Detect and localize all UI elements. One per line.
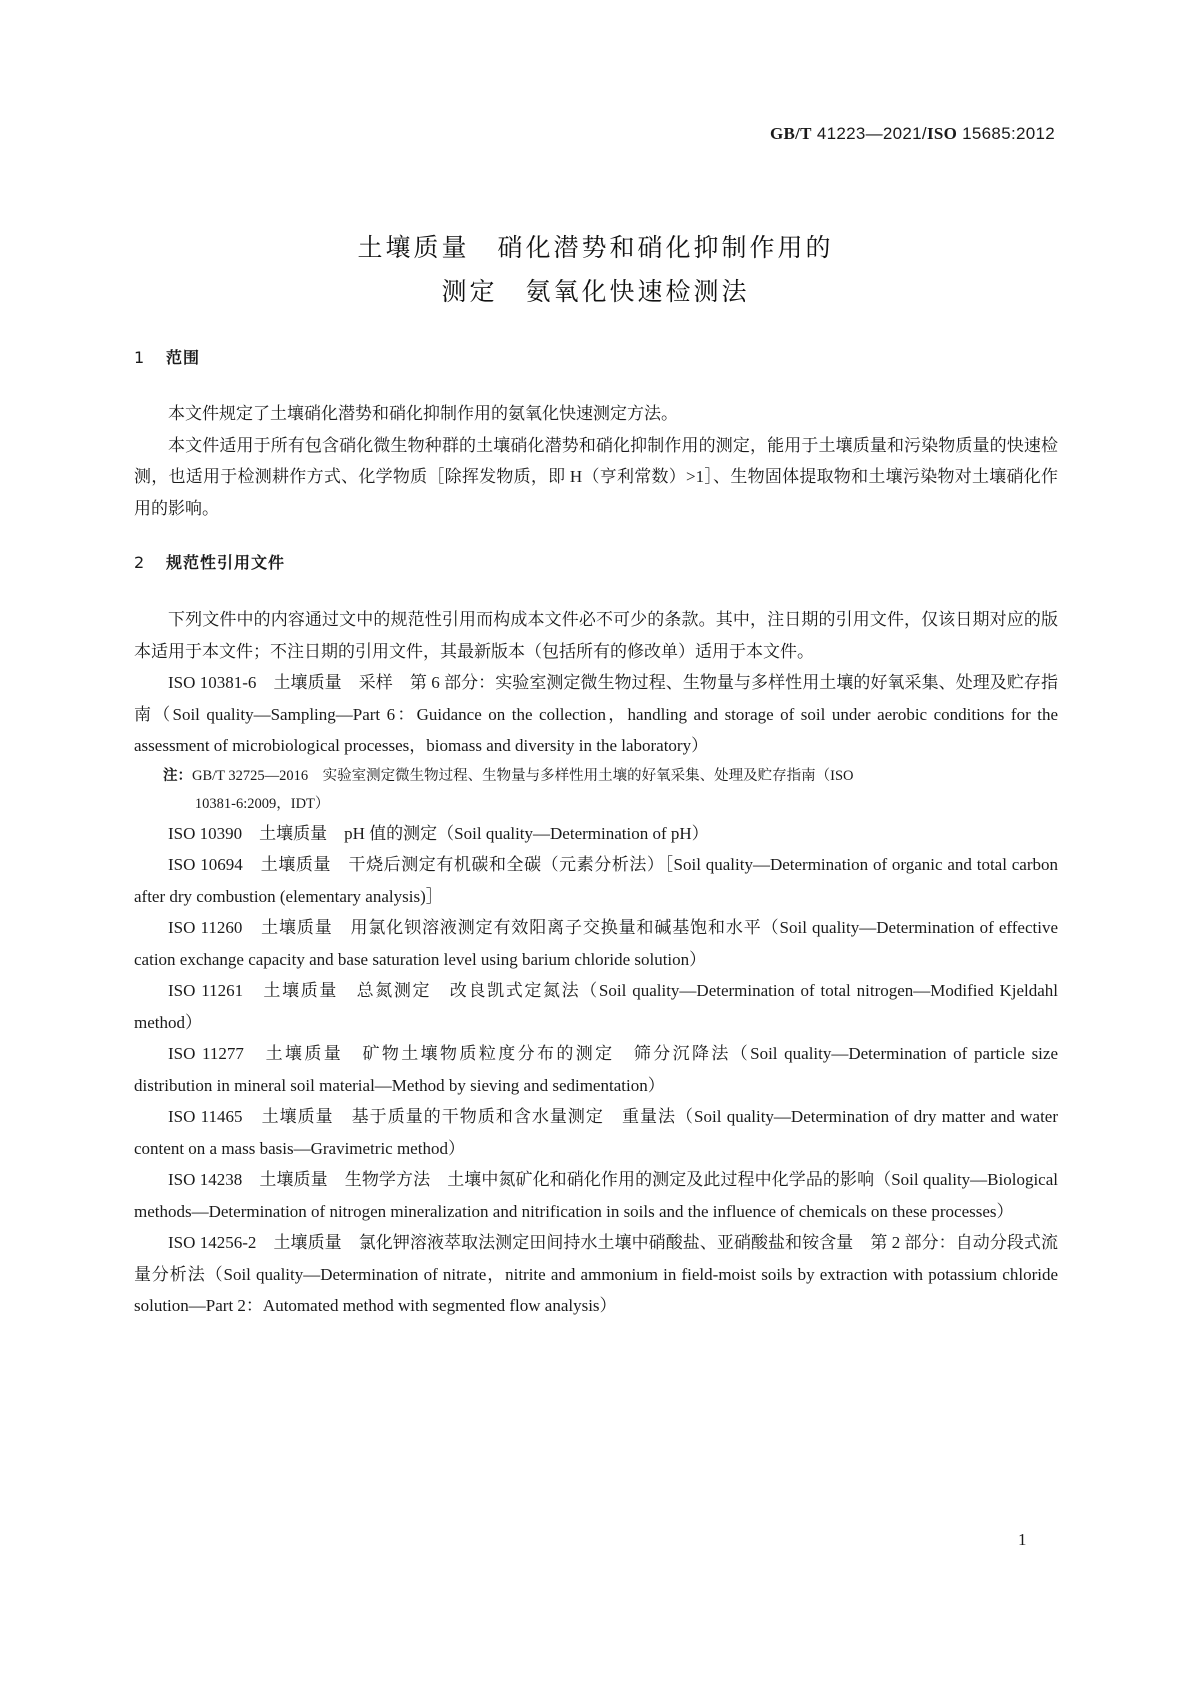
section-title: 范围 (166, 348, 201, 367)
reference-item: ISO 14238 土壤质量 生物学方法 土壤中氮矿化和硝化作用的测定及此过程中化学品的影响（Soil quality—Biological methods—Determination of nitrogen mineralization and nitrification in soils and the influence of chemicals on these processes） (134, 1170, 1058, 1221)
note-label: 注： (163, 767, 192, 784)
document-title (0, 226, 1191, 314)
title-line-2: 测定 氨氧化快速检测法 (441, 277, 750, 306)
reference-item: ISO 11465 土壤质量 基于质量的干物质和含水量测定 重量法（Soil quality—Determination of dry matter and water content on a mass basis—Gravimetric method） (134, 1107, 1058, 1158)
reference-note (134, 762, 1058, 818)
iso-prefix: ISO (926, 124, 958, 143)
reference-item: ISO 10381-6 土壤质量 采样 第 6 部分：实验室测定微生物过程、生物量与多样性用土壤的好氧采集、处理及贮存指南（Soil quality—Sampling—Part 6：Guidance on the collection，handling and storage of soil under aerobic conditions for the assessment of microbiological processes，biomass and diversity in the laboratory） (134, 673, 1058, 755)
section-2-body (134, 604, 1058, 1322)
paragraph-intro: 下列文件中的内容通过文中的规范性引用而构成本文件必不可少的条款。其中，注日期的引用文件，仅该日期对应的版本适用于本文件；不注日期的引用文件，其最新版本（包括所有的修改单）适用于本文件。 (134, 610, 1058, 661)
standard-code-header (770, 124, 1055, 144)
section-number: 2 (134, 553, 146, 572)
page-number: 1 (1018, 1530, 1027, 1549)
section-1-body (134, 398, 1058, 524)
reference-item: ISO 14256-2 土壤质量 氯化钾溶液萃取法测定田间持水土壤中硝酸盐、亚硝酸盐和铵含量 第 2 部分：自动分段式流量分析法（Soil quality—Determination of nitrate，nitrite and ammonium in field-moist soils by extraction with potassium chloride solution—Part 2：Automated method with segmented flow analysis） (134, 1233, 1058, 1315)
section-number: 1 (134, 348, 146, 367)
reference-item: ISO 11261 土壤质量 总氮测定 改良凯式定氮法（Soil quality—Determination of total nitrogen—Modified Kjeldahl method） (134, 981, 1058, 1032)
reference-item: ISO 11260 土壤质量 用氯化钡溶液测定有效阳离子交换量和碱基饱和水平（Soil quality—Determination of effective cation exchange capacity and base saturation level using barium chloride solution） (134, 918, 1058, 969)
section-2-heading (134, 550, 285, 573)
paragraph: 本文件规定了土壤硝化潜势和硝化抑制作用的氨氧化快速测定方法。 (168, 404, 678, 423)
reference-item: ISO 10694 土壤质量 干烧后测定有机碳和全碳（元素分析法）［Soil quality—Determination of organic and total carbon after dry combustion (elementary analysis)］ (134, 855, 1058, 906)
title-line-1: 土壤质量 硝化潜势和硝化抑制作用的 (357, 233, 834, 262)
note-text-cont: 10381-6:2009，IDT） (194, 795, 330, 812)
section-title: 规范性引用文件 (166, 553, 286, 572)
reference-item: ISO 10390 土壤质量 pH 值的测定（Soil quality—Determination of pH） (168, 823, 709, 843)
reference-item: ISO 11277 土壤质量 矿物土壤物质粒度分布的测定 筛分沉降法（Soil quality—Determination of particle size distribution in mineral soil material—Method by sieving and sedimentation） (134, 1044, 1058, 1095)
section-1-heading (134, 345, 200, 368)
iso-number: 15685:2012 (962, 124, 1055, 143)
note-text: GB/T 32725—2016 实验室测定微生物过程、生物量与多样性用土壤的好氧采集、处理及贮存指南（ISO (192, 767, 854, 784)
std-prefix: GB/T (769, 124, 812, 143)
paragraph: 本文件适用于所有包含硝化微生物种群的土壤硝化潜势和硝化抑制作用的测定，能用于土壤质量和污染物质量的快速检测，也适用于检测耕作方式、化学物质［除挥发物质，即 H（亨利常数）>1］、生物固体提取物和土壤污染物对土壤硝化作用的影响。 (134, 435, 1058, 518)
std-number: 41223—2021/ (816, 124, 927, 143)
